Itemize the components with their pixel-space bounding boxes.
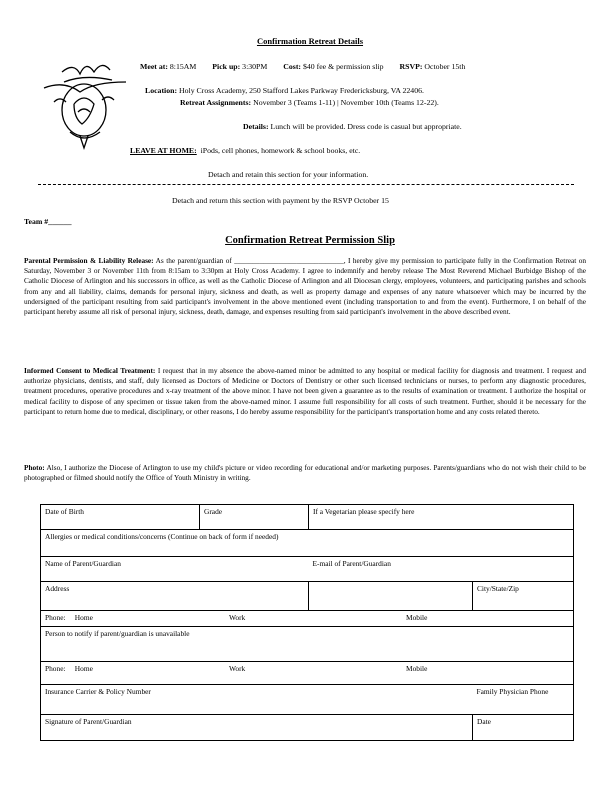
signature-field[interactable]: Signature of Parent/Guardian <box>41 715 473 741</box>
detach-return-note: Detach and return this section with payment by the RSVP October 15 <box>172 196 389 205</box>
emergency-contact-field[interactable]: Person to notify if parent/guardian is unavailable <box>41 627 574 662</box>
date-of-birth-field[interactable]: Date of Birth <box>41 505 200 530</box>
details-title: Confirmation Retreat Details <box>256 36 364 46</box>
location-line: Location: Holy Cross Academy, 250 Stafford Lakes Parkway Fredericksburg, VA 22406. <box>145 86 424 95</box>
photo-consent-paragraph: Photo: Also, I authorize the Diocese of Arlington to use my child's picture or video recording for educational and/or marketing purposes. Parents/guardians who do not wish their child to be photographed or filmed should notify the Office of Youth Ministry in writing. <box>24 463 586 483</box>
participant-info-form <box>40 504 574 741</box>
details-line: Details: Lunch will be provided. Dress code is casual but appropriate. <box>243 122 462 131</box>
parent-name-field[interactable]: Name of Parent/Guardian <box>41 557 309 582</box>
liability-release-paragraph: Parental Permission & Liability Release: As the parent/guardian of ______________________________, I hereby give my permission to participate fully in the Confirmation Retreat on Saturday, November 3 or November 11th from 8:15am to 3:30pm at Holy Cross Academy. I agree to indemnify and hereby release The Most Reverend Michael Burbidge Bishop of the Catholic Diocese of Arlington and his successors in office, as well as the Catholic Diocese of Arlington and all Diocesan clergy, employees, volunteers, and participating parishes and schools from any and all liability, claims, demands for personal injury, sickness and death, as well as property damage and expenses of any nature whatsoever which may be incurred by the undersigned of the participant resulting from said participant's involvement in the above mentioned event (including transportation to and from the event). Furthermore, I on behalf of the participant hereby assume all risk of personal injury, sickness, death, damage, and expenses resulting from said participant's involvement in the above described event. <box>24 256 586 317</box>
physician-phone-field[interactable]: Family Physician Phone <box>473 685 574 715</box>
assignments-line: Retreat Assignments: November 3 (Teams 1-11) | November 10th (Teams 12-22). <box>180 98 439 107</box>
leave-at-home-line: LEAVE AT HOME: iPods, cell phones, homework & school books, etc. <box>130 146 361 155</box>
grade-field[interactable]: Grade <box>200 505 309 530</box>
meet-info-row: Meet at: 8:15AM Pick up: 3:30PM Cost: $40 fee & permission slip RSVP: October 15th <box>140 62 466 71</box>
city-state-zip-field[interactable]: City/State/Zip <box>473 582 574 611</box>
confirmation-dove-logo <box>34 52 134 152</box>
address-extra-field[interactable] <box>309 582 473 611</box>
vegetarian-field[interactable]: If a Vegetarian please specify here <box>309 505 574 530</box>
team-number-field[interactable]: Team #______ <box>24 217 72 226</box>
signature-date-field[interactable]: Date <box>473 715 574 741</box>
parent-email-field[interactable]: E-mail of Parent/Guardian <box>309 557 574 582</box>
medical-consent-paragraph: Informed Consent to Medical Treatment: I request that in my absence the above-named minor be admitted to any hospital or medical facility for diagnosis and treatment. I request and authorize physicians, dentists, and staff, duly licensed as Doctors of Medicine or Doctors of Dentistry or other such licensed technicians or nurses, to perform any diagnostic procedures, treatment procedures, operative procedures and x-ray treatment of the above minor. I have not been given a guarantee as to the results of examination or treatment. I authorize the hospital or medical facility to dispose of any specimen or tissue taken from the above-named minor. I assume full responsibility for all costs of such treatment. Further, should it be necessary for the participant to return home due to medical, disciplinary, or other reasons, I do hereby assume responsibility for the participant's transportation home and any costs related thereto. <box>24 366 586 416</box>
parent-phone-row[interactable]: Phone: Home Work Mobile <box>41 611 574 627</box>
allergies-field[interactable]: Allergies or medical conditions/concerns (Continue on back of form if needed) <box>41 530 574 557</box>
emergency-phone-row[interactable]: Phone: Home Work Mobile <box>41 662 574 685</box>
permission-slip-title: Confirmation Retreat Permission Slip <box>225 235 395 246</box>
detach-divider <box>38 184 574 185</box>
detach-retain-note: Detach and retain this section for your information. <box>208 170 369 179</box>
insurance-field[interactable]: Insurance Carrier & Policy Number <box>41 685 473 715</box>
address-field[interactable]: Address <box>41 582 309 611</box>
